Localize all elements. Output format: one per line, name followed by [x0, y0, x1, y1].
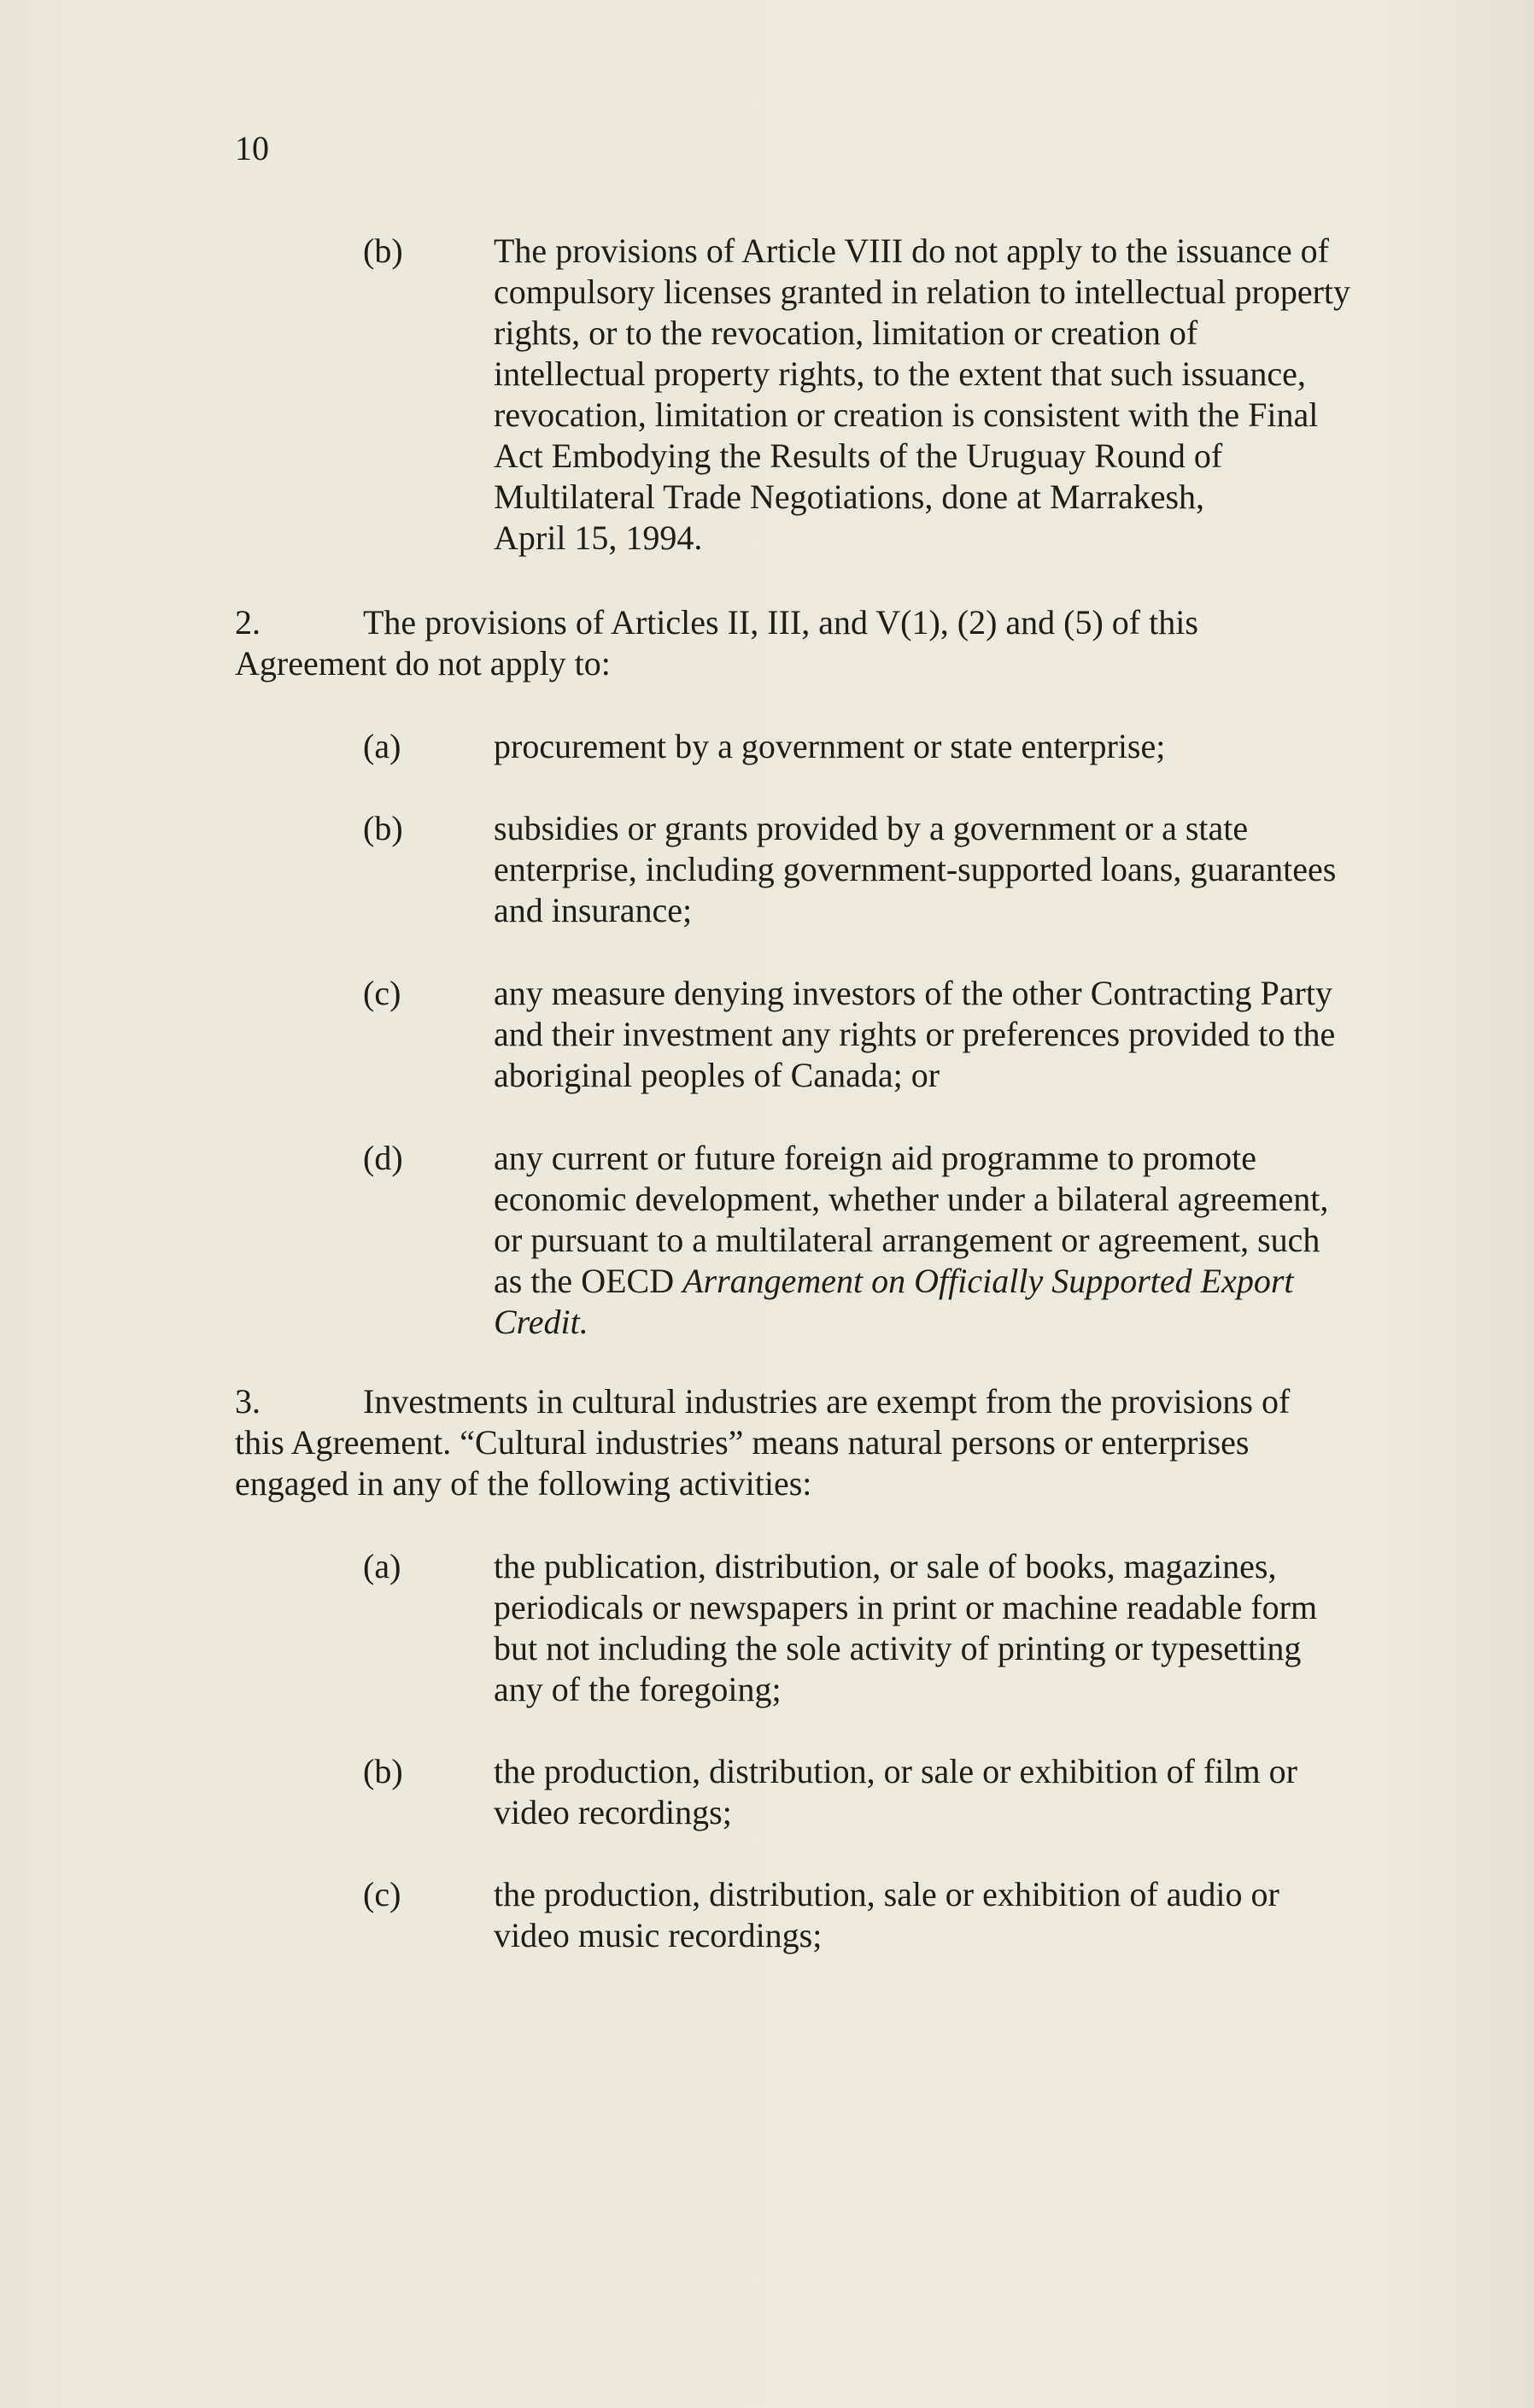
- text-line: the publication, distribution, or sale of books, magazines,: [494, 1547, 1277, 1585]
- list-marker: (b): [363, 809, 403, 847]
- text-line: revocation, limitation or creation is consistent with the Final: [494, 395, 1319, 434]
- list-marker: (a): [363, 727, 401, 765]
- list-item-text: [494, 1138, 1416, 1343]
- italic-title: Arrangement on Officially Supported Export: [682, 1262, 1294, 1300]
- paragraph-first-line: The provisions of Articles II, III, and V(1), (2) and (5) of this: [363, 603, 1198, 642]
- list-item-text: [494, 808, 1416, 931]
- text-line: intellectual property rights, to the extent that such issuance,: [494, 354, 1306, 393]
- text-line: Multilateral Trade Negotiations, done at Marrakesh,: [494, 477, 1205, 516]
- list-item-text: [494, 1874, 1416, 1956]
- text-line: The provisions of Article VIII do not apply to the issuance of: [494, 231, 1329, 270]
- list-item-text: [494, 1546, 1416, 1710]
- text-line: this Agreement. “Cultural industries” means natural persons or enterprises: [235, 1423, 1250, 1462]
- text-line: but not including the sole activity of printing or typesetting: [494, 1629, 1302, 1667]
- text-line: and their investment any rights or preferences provided to the: [494, 1015, 1336, 1053]
- text-line: rights, or to the revocation, limitation or creation of: [494, 313, 1198, 352]
- paragraph-rest: [235, 643, 611, 684]
- text-line: [494, 1302, 1416, 1343]
- list-marker: (d): [363, 1139, 403, 1177]
- paragraph-number: 2.: [235, 603, 261, 642]
- text-line: April 15, 1994.: [494, 519, 703, 557]
- text-line: any of the foregoing;: [494, 1670, 782, 1708]
- text-line: any measure denying investors of the other Contracting Party: [494, 974, 1332, 1012]
- text-line: or pursuant to a multilateral arrangement or agreement, such: [494, 1221, 1320, 1259]
- text-line: compulsory licenses granted in relation to intellectual property: [494, 272, 1351, 311]
- text-line: engaged in any of the following activities:: [235, 1464, 812, 1503]
- text-line: the production, distribution, sale or exhibition of audio or: [494, 1875, 1279, 1913]
- list-item-text: [494, 1751, 1416, 1833]
- text-line: the production, distribution, or sale or exhibition of film or: [494, 1752, 1297, 1790]
- text-fragment: as the OECD: [494, 1262, 683, 1300]
- list-item-text: [494, 973, 1416, 1096]
- list-item-text: [494, 231, 1416, 559]
- text-line: video music recordings;: [494, 1916, 823, 1954]
- text-line: enterprise, including government-supported loans, guarantees: [494, 850, 1337, 888]
- text-line: Agreement do not apply to:: [235, 644, 611, 683]
- list-marker: (a): [363, 1547, 401, 1585]
- text-line: aboriginal peoples of Canada; or: [494, 1056, 940, 1094]
- list-marker: (c): [363, 1875, 401, 1913]
- list-marker: (b): [363, 231, 403, 270]
- page-number: 10: [235, 129, 269, 167]
- paragraph-rest: [235, 1422, 1249, 1504]
- italic-title: Credit.: [494, 1303, 588, 1341]
- paragraph-number: 3.: [235, 1382, 261, 1421]
- text-line: procurement by a government or state enterprise;: [494, 727, 1166, 765]
- paragraph-first-line: Investments in cultural industries are exempt from the provisions of: [363, 1382, 1291, 1421]
- list-marker: (b): [363, 1752, 403, 1790]
- list-marker: (c): [363, 974, 401, 1012]
- text-line: [494, 1261, 1416, 1302]
- text-line: and insurance;: [494, 891, 693, 929]
- text-line: subsidies or grants provided by a government or a state: [494, 809, 1249, 847]
- text-line: economic development, whether under a bilateral agreement,: [494, 1180, 1329, 1218]
- text-line: video recordings;: [494, 1793, 732, 1831]
- list-item-text: [494, 726, 1416, 767]
- text-line: any current or future foreign aid programme to promote: [494, 1139, 1257, 1177]
- text-line: periodicals or newspapers in print or machine readable form: [494, 1588, 1318, 1626]
- text-line: Act Embodying the Results of the Uruguay Round of: [494, 436, 1223, 475]
